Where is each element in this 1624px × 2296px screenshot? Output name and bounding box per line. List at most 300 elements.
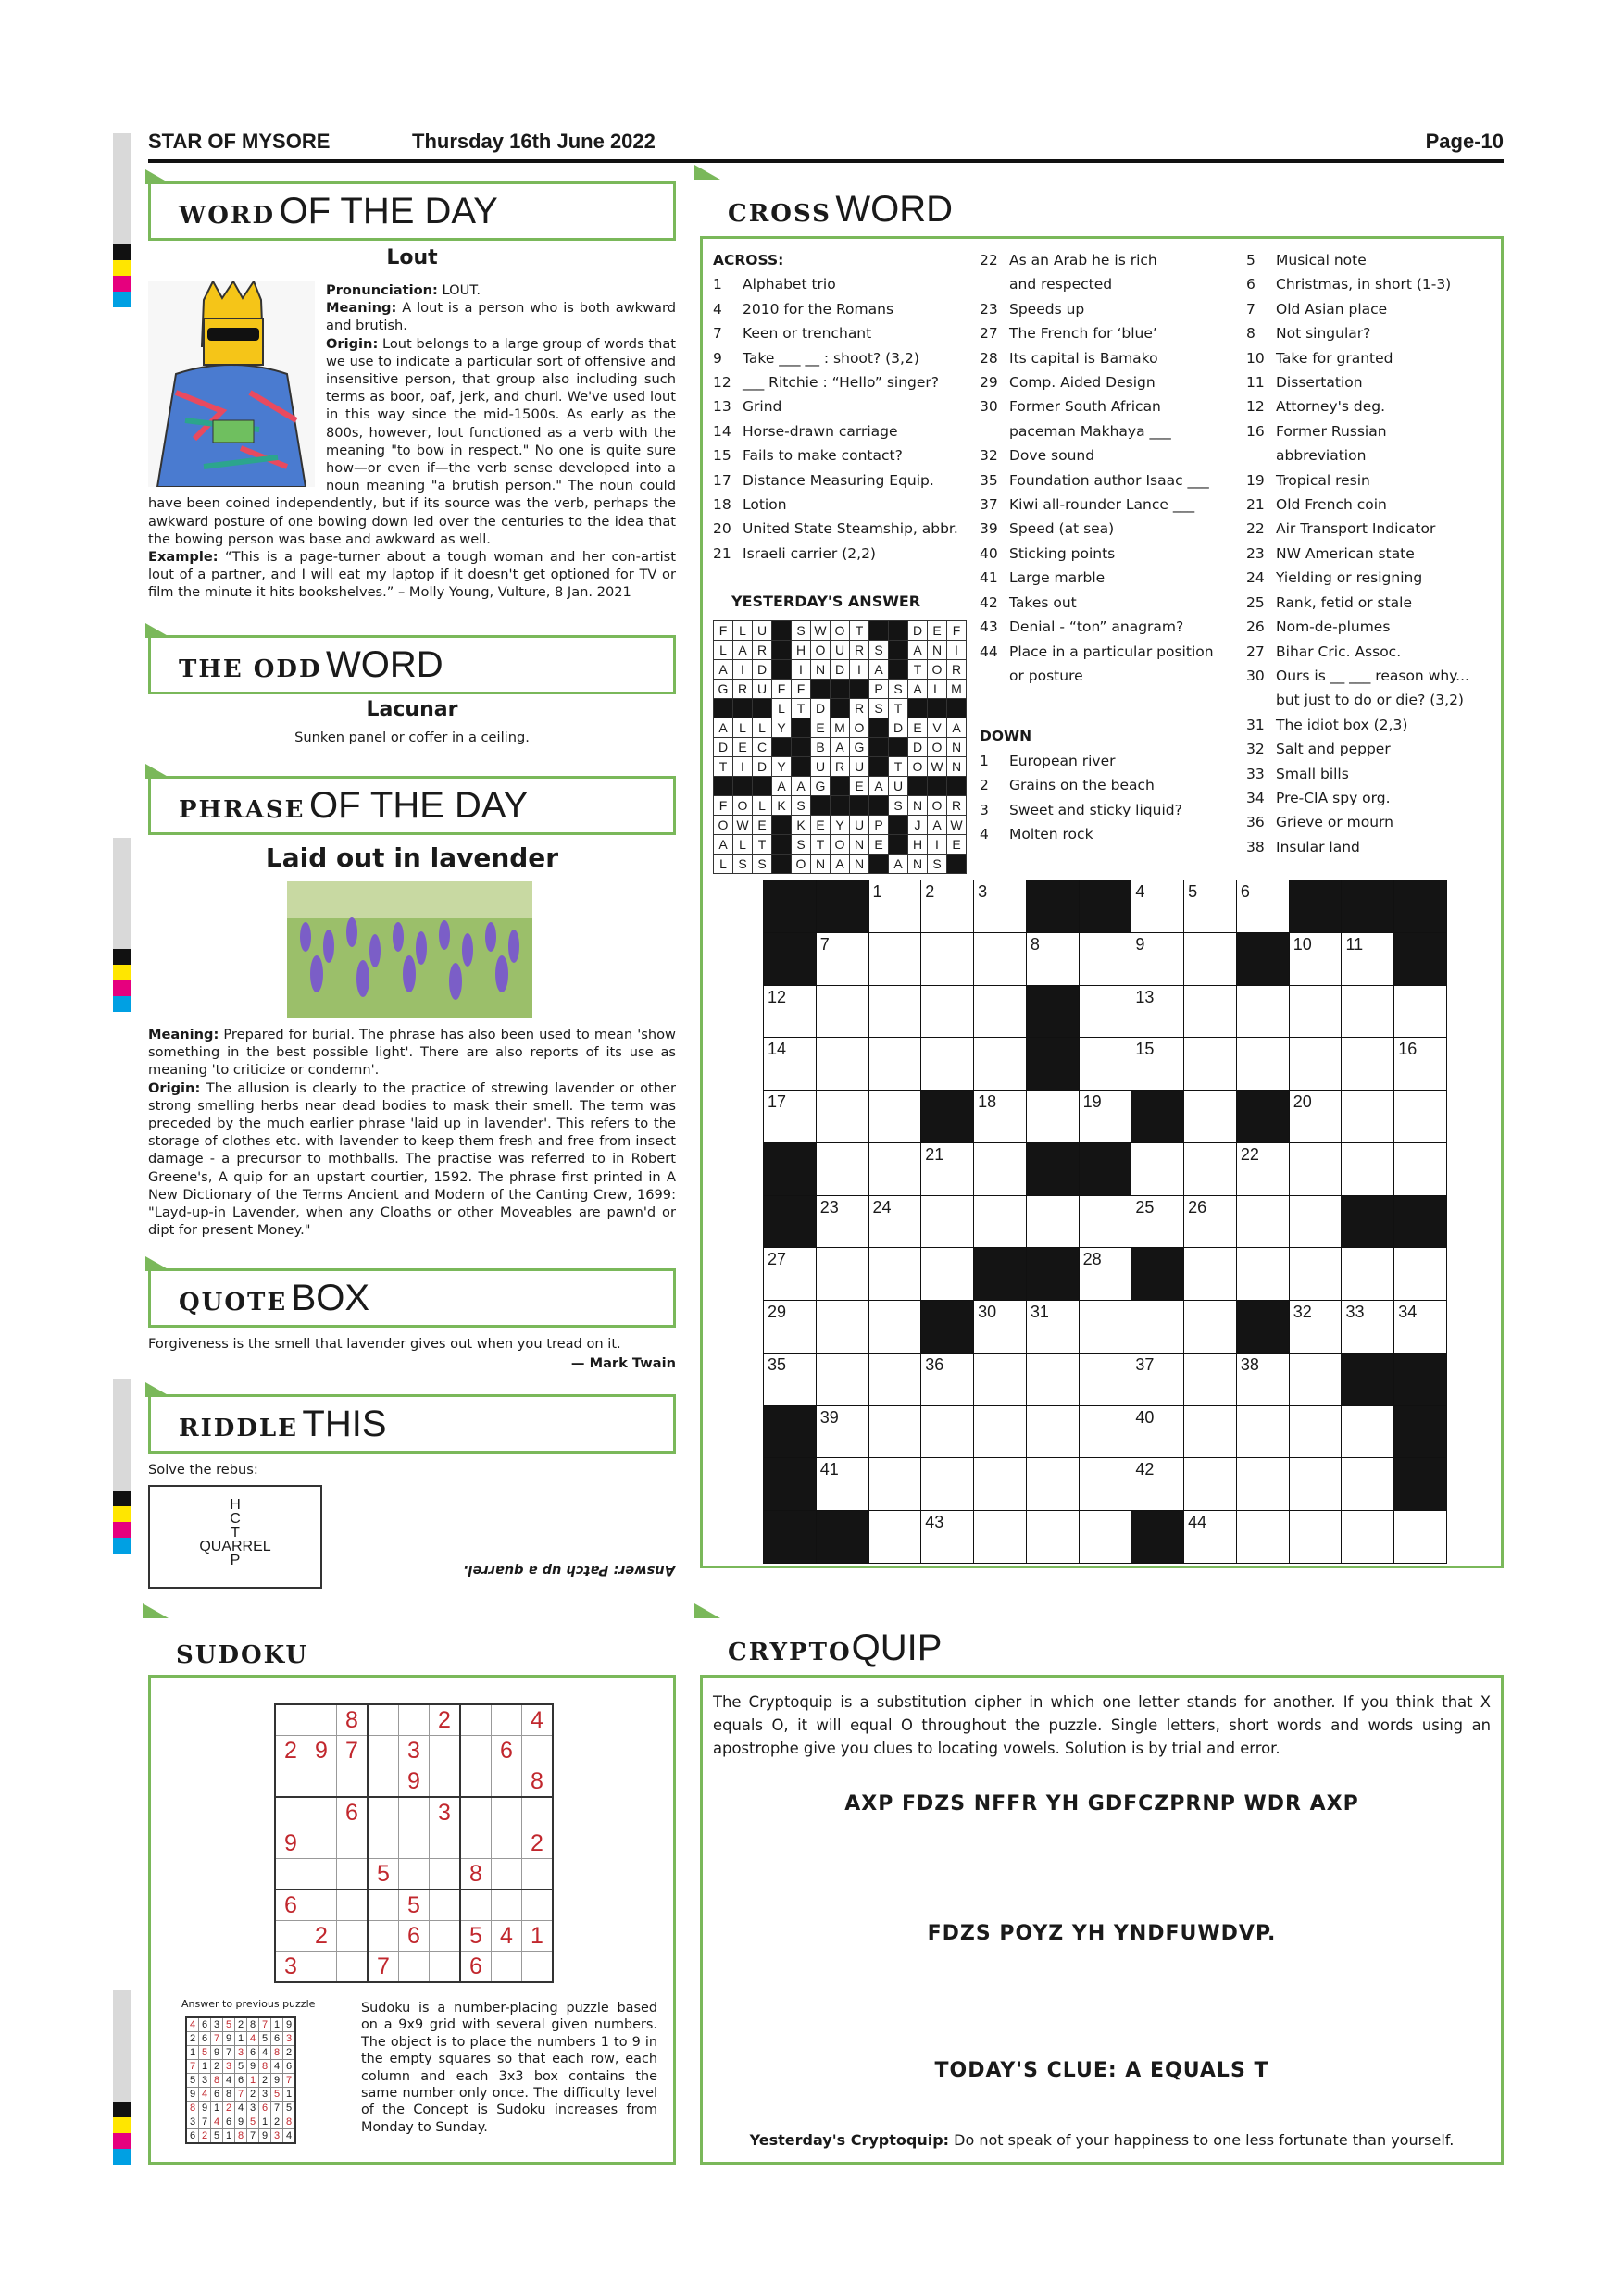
sudoku-prev-cell: 4 — [247, 2032, 259, 2046]
crossword-block — [1341, 1353, 1394, 1406]
clue-item: 7 Old Asian place — [1246, 300, 1388, 318]
sudoku-cell: 6 — [337, 1797, 369, 1828]
sudoku-cell[interactable] — [460, 1704, 492, 1736]
crossword-cell[interactable] — [1183, 1300, 1237, 1354]
crossword-cell[interactable] — [1393, 1142, 1447, 1196]
clue-item: 40 Sticking points — [980, 544, 1116, 562]
sudoku-cell[interactable] — [306, 1952, 337, 1983]
crossword-cell[interactable] — [816, 1300, 869, 1354]
crossword-cell[interactable] — [973, 880, 1027, 933]
crossword-cell[interactable] — [1289, 1195, 1343, 1249]
sudoku-cell[interactable] — [522, 1797, 554, 1828]
crossword-cell[interactable] — [1289, 1457, 1343, 1511]
sudoku-cell[interactable] — [368, 1921, 399, 1952]
clue-number: 28 — [1082, 1250, 1102, 1269]
crossword-cell[interactable] — [973, 1510, 1027, 1564]
answer-cell: W — [811, 621, 831, 641]
odd-word-word: Lacunar — [366, 698, 458, 721]
sudoku-cell[interactable] — [399, 1828, 430, 1859]
rebus-word: QUARREL — [199, 1539, 271, 1554]
crossword-cell[interactable] — [1131, 932, 1184, 986]
sudoku-cell[interactable] — [368, 1766, 399, 1798]
crossword-cell[interactable] — [1026, 1300, 1080, 1354]
crossword-cell[interactable] — [816, 1405, 869, 1459]
crossword-cell[interactable] — [920, 932, 974, 986]
clue-item: 14 Horse-drawn carriage — [713, 422, 898, 440]
crossword-cell[interactable] — [920, 1510, 974, 1564]
clue-item: 25 Rank, fetid or stale — [1246, 593, 1413, 611]
crossword-block — [1236, 1090, 1290, 1143]
crossword-cell[interactable] — [868, 1300, 922, 1354]
sudoku-prev-cell: 3 — [211, 2017, 223, 2032]
sudoku-cell[interactable] — [275, 1797, 306, 1828]
clue-number: 27 — [768, 1250, 787, 1269]
answer-cell: U — [850, 757, 869, 777]
sudoku-cell[interactable] — [306, 1704, 337, 1736]
answer-cell — [831, 680, 850, 699]
crossword-cell[interactable] — [1079, 1037, 1132, 1091]
crossword-block — [763, 1142, 817, 1196]
crossword-cell[interactable] — [920, 880, 974, 933]
sudoku-cell[interactable] — [522, 1859, 554, 1890]
crossword-cell[interactable] — [1183, 1457, 1237, 1511]
sudoku-prev-cell: 6 — [235, 2074, 247, 2088]
crossword-cell[interactable] — [868, 1457, 922, 1511]
crossword-cell[interactable] — [973, 1037, 1027, 1091]
crossword-cell[interactable] — [973, 1405, 1027, 1459]
crossword-cell[interactable] — [1026, 932, 1080, 986]
crossword-cell[interactable] — [920, 1142, 974, 1196]
answer-cell: S — [889, 796, 908, 816]
crossword-cell[interactable] — [816, 985, 869, 1039]
crossword-cell[interactable] — [1236, 1353, 1290, 1406]
sudoku-prev-cell: 9 — [235, 2115, 247, 2129]
sudoku-prev-cell: 9 — [211, 2046, 223, 2060]
crossword-cell[interactable] — [1341, 1247, 1394, 1301]
crossword-cell[interactable] — [1341, 1510, 1394, 1564]
sudoku-cell[interactable] — [430, 1921, 461, 1952]
sudoku-cell: 2 — [522, 1828, 554, 1859]
registration-strip — [113, 838, 131, 1012]
sudoku-prev-cell: 4 — [199, 2088, 211, 2102]
sudoku-prev-cell: 9 — [283, 2017, 296, 2032]
cryptoquip-clue: TODAY'S CLUE: A EQUALS T — [934, 2059, 1269, 2082]
answer-cell — [947, 777, 967, 796]
crossword-cell[interactable] — [1183, 1405, 1237, 1459]
sudoku-cell[interactable] — [306, 1797, 337, 1828]
crossword-cell[interactable] — [868, 1405, 922, 1459]
crossword-cell[interactable] — [868, 1142, 922, 1196]
rebus-letter: T — [231, 1525, 240, 1541]
answer-cell: O — [908, 757, 928, 777]
crossword-cell[interactable] — [1236, 1037, 1290, 1091]
clue-item: 39 Speed (at sea) — [980, 520, 1115, 538]
crossword-cell[interactable] — [973, 1195, 1027, 1249]
sudoku-cell[interactable] — [399, 1859, 430, 1890]
crossword-cell[interactable] — [973, 932, 1027, 986]
crossword-cell[interactable] — [1026, 1353, 1080, 1406]
answer-cell: P — [869, 680, 889, 699]
sudoku-cell[interactable] — [368, 1890, 399, 1921]
answer-cell: A — [889, 855, 908, 874]
crossword-cell[interactable] — [1341, 1457, 1394, 1511]
crossword-cell[interactable] — [1236, 1195, 1290, 1249]
crossword-cell[interactable] — [1341, 1037, 1394, 1091]
crossword-cell[interactable] — [1289, 985, 1343, 1039]
crossword-block — [1341, 880, 1394, 933]
clue-number: 3 — [978, 882, 988, 901]
sudoku-cell[interactable] — [430, 1828, 461, 1859]
answer-cell: F — [947, 621, 967, 641]
crossword-grid — [763, 880, 1446, 1563]
sudoku-cell[interactable] — [399, 1704, 430, 1736]
crossword-cell[interactable] — [920, 985, 974, 1039]
clue-item: 1 European river — [980, 752, 1116, 769]
clue-number: 44 — [1188, 1513, 1207, 1532]
crossword-cell[interactable] — [920, 1195, 974, 1249]
clue-item: 23 Speeds up — [980, 300, 1085, 318]
answer-cell: N — [811, 855, 831, 874]
crossword-cell[interactable] — [763, 1300, 817, 1354]
crossword-cell[interactable] — [1236, 1142, 1290, 1196]
sudoku-prev-cell: 8 — [247, 2017, 259, 2032]
crossword-cell[interactable] — [868, 932, 922, 986]
crossword-cell[interactable] — [1341, 1142, 1394, 1196]
clue-number: 18 — [978, 1092, 997, 1112]
sudoku-cell[interactable] — [460, 1828, 492, 1859]
crossword-cell[interactable] — [1289, 1510, 1343, 1564]
sudoku-cell[interactable] — [306, 1890, 337, 1921]
crossword-cell[interactable] — [868, 1247, 922, 1301]
crossword-cell[interactable] — [763, 985, 817, 1039]
crossword-cell[interactable] — [1079, 1353, 1132, 1406]
clue-item: 33 Small bills — [1246, 765, 1349, 782]
sudoku-cell[interactable] — [492, 1797, 522, 1828]
crossword-cell[interactable] — [920, 1037, 974, 1091]
sudoku-prev-cell: 4 — [283, 2129, 296, 2144]
answer-cell: U — [831, 641, 850, 660]
crossword-cell[interactable] — [920, 1353, 974, 1406]
answer-cell — [889, 660, 908, 680]
answer-cell: L — [753, 718, 772, 738]
crossword-cell[interactable] — [1341, 985, 1394, 1039]
sudoku-cell[interactable] — [492, 1828, 522, 1859]
sudoku-cell[interactable] — [337, 1952, 369, 1983]
crossword-cell[interactable] — [816, 1142, 869, 1196]
sudoku-cell[interactable] — [522, 1952, 554, 1983]
answer-cell — [831, 699, 850, 718]
clue-number: 24 — [872, 1197, 892, 1217]
crossword-cell[interactable] — [1183, 1510, 1237, 1564]
crossword-cell[interactable] — [1079, 985, 1132, 1039]
sudoku-cell[interactable] — [337, 1828, 369, 1859]
clue-item: 30 Ours is __ ___ reason why... — [1246, 667, 1469, 684]
crossword-cell[interactable] — [1393, 1090, 1447, 1143]
crossword-cell[interactable] — [1079, 1457, 1132, 1511]
sudoku-cell[interactable] — [460, 1797, 492, 1828]
page-number: Page-10 — [1425, 130, 1504, 153]
crossword-cell[interactable] — [973, 1090, 1027, 1143]
crossword-cell[interactable] — [1236, 1457, 1290, 1511]
sudoku-cell[interactable] — [306, 1766, 337, 1798]
crossword-cell[interactable] — [1393, 1510, 1447, 1564]
clue-number: 11 — [1345, 934, 1364, 954]
crossword-block — [763, 1510, 817, 1564]
sudoku-cell[interactable] — [430, 1766, 461, 1798]
crossword-cell[interactable] — [1183, 1142, 1237, 1196]
masthead — [148, 130, 1504, 163]
crossword-cell[interactable] — [920, 1247, 974, 1301]
sudoku-cell: 2 — [306, 1921, 337, 1952]
sudoku-cell[interactable] — [337, 1921, 369, 1952]
crossword-cell[interactable] — [1079, 1247, 1132, 1301]
crossword-cell[interactable] — [1289, 1090, 1343, 1143]
sudoku-prev-cell: 9 — [186, 2088, 199, 2102]
crossword-cell[interactable] — [816, 1247, 869, 1301]
answer-cell — [850, 796, 869, 816]
crossword-cell[interactable] — [1079, 1300, 1132, 1354]
crossword-block — [973, 1247, 1027, 1301]
clue-item: 27 Bihar Cric. Assoc. — [1246, 643, 1402, 660]
sudoku-cell[interactable] — [430, 1890, 461, 1921]
answer-cell: D — [714, 738, 733, 757]
crossword-cell[interactable] — [1026, 1195, 1080, 1249]
sudoku-cell[interactable] — [460, 1766, 492, 1798]
answer-cell: N — [811, 660, 831, 680]
crossword-cell[interactable] — [1183, 1090, 1237, 1143]
crossword-cell[interactable] — [816, 1457, 869, 1511]
answer-cell: A — [908, 641, 928, 660]
crossword-cell[interactable] — [1131, 1037, 1184, 1091]
answer-cell: T — [811, 835, 831, 855]
crossword-cell[interactable] — [1131, 1353, 1184, 1406]
crossword-cell[interactable] — [1393, 985, 1447, 1039]
sudoku-cell[interactable] — [492, 1952, 522, 1983]
crossword-cell[interactable] — [868, 985, 922, 1039]
answer-cell: R — [753, 641, 772, 660]
crossword-block — [1079, 880, 1132, 933]
sudoku-prev-cell: 5 — [211, 2129, 223, 2144]
crossword-cell[interactable] — [1079, 1405, 1132, 1459]
crossword-cell[interactable] — [1289, 1142, 1343, 1196]
sudoku-cell[interactable] — [368, 1797, 399, 1828]
sudoku-cell[interactable] — [337, 1766, 369, 1798]
crossword-cell[interactable] — [816, 1090, 869, 1143]
crossword-cell[interactable] — [868, 1510, 922, 1564]
crossword-cell[interactable] — [1289, 1405, 1343, 1459]
cryptoquip-line-2: FDZS POYZ YH YNDFUWDVP. — [927, 1922, 1277, 1945]
crossword-cell[interactable] — [1289, 1247, 1343, 1301]
sudoku-cell[interactable] — [337, 1859, 369, 1890]
sudoku-prev-cell: 1 — [211, 2102, 223, 2115]
answer-cell: A — [908, 680, 928, 699]
clue-number: 12 — [768, 987, 787, 1006]
crossword-cell[interactable] — [1183, 1037, 1237, 1091]
crossword-cell[interactable] — [1183, 932, 1237, 986]
sudoku-cell[interactable] — [430, 1859, 461, 1890]
crossword-cell[interactable] — [816, 1037, 869, 1091]
crossword-cell[interactable] — [1026, 1510, 1080, 1564]
answer-cell: D — [811, 699, 831, 718]
riddle-rebus — [148, 1485, 322, 1589]
down-clues — [1246, 248, 1496, 859]
crossword-block — [1393, 880, 1447, 933]
crossword-cell[interactable] — [1183, 1195, 1237, 1249]
crossword-cell[interactable] — [1289, 1037, 1343, 1091]
crossword-cell[interactable] — [816, 932, 869, 986]
sudoku-cell[interactable] — [275, 1766, 306, 1798]
answer-cell: O — [792, 855, 811, 874]
crossword-cell[interactable] — [1341, 1300, 1394, 1354]
crossword-cell[interactable] — [1026, 1090, 1080, 1143]
crossword-cell[interactable] — [763, 1037, 817, 1091]
crossword-cell[interactable] — [1183, 1247, 1237, 1301]
sudoku-cell: 3 — [399, 1736, 430, 1766]
crossword-cell[interactable] — [1131, 1300, 1184, 1354]
sudoku-cell[interactable] — [522, 1890, 554, 1921]
sudoku-cell[interactable] — [306, 1828, 337, 1859]
crossword-cell[interactable] — [1236, 1405, 1290, 1459]
crossword-cell[interactable] — [868, 1195, 922, 1249]
answer-cell: O — [714, 816, 733, 835]
sudoku-cell[interactable] — [275, 1704, 306, 1736]
crossword-cell[interactable] — [973, 1300, 1027, 1354]
crossword-cell[interactable] — [868, 1090, 922, 1143]
crossword-cell[interactable] — [1183, 880, 1237, 933]
crossword-cell[interactable] — [1131, 1142, 1184, 1196]
sudoku-cell[interactable] — [306, 1859, 337, 1890]
answer-cell — [772, 738, 792, 757]
sudoku-cell: 4 — [522, 1704, 554, 1736]
sudoku-prev-cell: 7 — [271, 2102, 283, 2115]
crossword-block — [1131, 1090, 1184, 1143]
sudoku-cell: 3 — [430, 1797, 461, 1828]
crossword-cell[interactable] — [1131, 1195, 1184, 1249]
answer-cell: D — [753, 757, 772, 777]
answer-cell — [772, 835, 792, 855]
sudoku-prev-cell: 7 — [223, 2046, 235, 2060]
answer-cell: E — [811, 816, 831, 835]
clue-item: 24 Yielding or resigning — [1246, 569, 1423, 587]
crossword-cell[interactable] — [1236, 1247, 1290, 1301]
crossword-cell[interactable] — [973, 1142, 1027, 1196]
crossword-cell[interactable] — [816, 1353, 869, 1406]
crossword-cell[interactable] — [1079, 1195, 1132, 1249]
clue-number: 14 — [768, 1040, 787, 1059]
crossword-cell[interactable] — [1079, 1090, 1132, 1143]
crossword-cell[interactable] — [868, 1037, 922, 1091]
crossword-cell[interactable] — [1131, 1457, 1184, 1511]
clue-item: abbreviation — [1276, 447, 1367, 465]
sudoku-cell[interactable] — [337, 1890, 369, 1921]
crossword-cell[interactable] — [973, 985, 1027, 1039]
crossword-cell[interactable] — [1079, 1510, 1132, 1564]
crossword-cell[interactable] — [1183, 1353, 1237, 1406]
crossword-cell[interactable] — [1341, 1405, 1394, 1459]
sudoku-cell[interactable] — [275, 1859, 306, 1890]
clue-number: 30 — [978, 1303, 997, 1322]
sudoku-cell[interactable] — [368, 1828, 399, 1859]
crossword-cell[interactable] — [763, 1090, 817, 1143]
sudoku-cell[interactable] — [492, 1766, 522, 1798]
crossword-cell[interactable] — [1236, 880, 1290, 933]
crossword-cell[interactable] — [1393, 1247, 1447, 1301]
clue-number: 5 — [1188, 882, 1198, 901]
sudoku-cell[interactable] — [368, 1736, 399, 1766]
sudoku-prev-cell: 7 — [259, 2017, 271, 2032]
rebus-letter: P — [230, 1553, 241, 1568]
sudoku-cell: 2 — [430, 1704, 461, 1736]
yesterday-answer-grid — [713, 620, 967, 874]
crossword-cell[interactable] — [1026, 1405, 1080, 1459]
crossword-cell[interactable] — [1289, 932, 1343, 986]
sudoku-cell[interactable] — [368, 1704, 399, 1736]
crossword-cell[interactable] — [1026, 1457, 1080, 1511]
crossword-cell[interactable] — [973, 1457, 1027, 1511]
crossword-cell[interactable] — [816, 1195, 869, 1249]
crossword-cell[interactable] — [1341, 1090, 1394, 1143]
crossword-cell[interactable] — [1393, 1300, 1447, 1354]
crossword-cell[interactable] — [1131, 880, 1184, 933]
sudoku-cell[interactable] — [460, 1890, 492, 1921]
answer-cell — [772, 855, 792, 874]
clue-item: and respected — [1009, 276, 1113, 293]
crossword-cell[interactable] — [868, 1353, 922, 1406]
across-clues-2 — [980, 248, 1239, 846]
crossword-block — [920, 1090, 974, 1143]
answer-cell: L — [733, 621, 753, 641]
crossword-cell[interactable] — [763, 1247, 817, 1301]
clue-number: 23 — [819, 1197, 839, 1217]
sudoku-prev-cell: 4 — [223, 2074, 235, 2088]
answer-cell: D — [753, 660, 772, 680]
crossword-cell[interactable] — [1131, 1405, 1184, 1459]
crossword-cell[interactable] — [1236, 1510, 1290, 1564]
crossword-cell[interactable] — [1131, 985, 1184, 1039]
crossword-cell[interactable] — [1393, 1037, 1447, 1091]
answer-cell: E — [850, 777, 869, 796]
crossword-block — [1026, 985, 1080, 1039]
sudoku-cell[interactable] — [399, 1797, 430, 1828]
crossword-cell[interactable] — [1183, 985, 1237, 1039]
sudoku-cell[interactable] — [522, 1736, 554, 1766]
sudoku-cell[interactable] — [492, 1704, 522, 1736]
sudoku-prev-cell: 8 — [223, 2088, 235, 2102]
crossword-cell[interactable] — [868, 880, 922, 933]
crossword-cell[interactable] — [1079, 932, 1132, 986]
sudoku-prev-cell: 7 — [186, 2060, 199, 2074]
sudoku-cell[interactable] — [492, 1890, 522, 1921]
crossword-cell[interactable] — [920, 1457, 974, 1511]
crossword-cell[interactable] — [1236, 985, 1290, 1039]
crossword-cell[interactable] — [1289, 1300, 1343, 1354]
answer-cell: T — [889, 699, 908, 718]
clue-item: 22 As an Arab he is rich — [980, 252, 1157, 268]
crossword-cell[interactable] — [1341, 932, 1394, 986]
crossword-cell[interactable] — [763, 1353, 817, 1406]
crossword-cell[interactable] — [973, 1353, 1027, 1406]
clue-number: 43 — [925, 1513, 944, 1532]
sudoku-cell[interactable] — [430, 1736, 461, 1766]
crossword-cell[interactable] — [920, 1405, 974, 1459]
sudoku-cell[interactable] — [399, 1952, 430, 1983]
sudoku-prev-cell: 2 — [211, 2060, 223, 2074]
sudoku-cell[interactable] — [492, 1859, 522, 1890]
sudoku-cell[interactable] — [275, 1921, 306, 1952]
sudoku-cell[interactable] — [460, 1736, 492, 1766]
sudoku-cell[interactable] — [430, 1952, 461, 1983]
crossword-cell[interactable] — [1289, 1353, 1343, 1406]
